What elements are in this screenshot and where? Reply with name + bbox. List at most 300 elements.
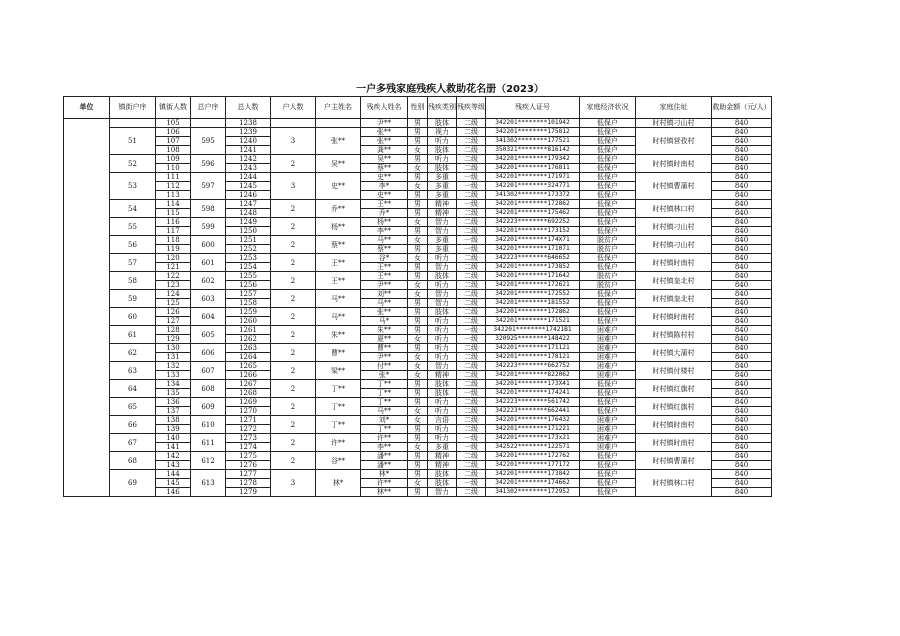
cell-level: 二级 [457,272,486,281]
cell-amount: 840 [712,389,772,398]
cell-name: 丁** [361,425,408,434]
cell-amount: 840 [712,128,772,137]
cell-level: 一级 [457,479,486,488]
cell-name: 许** [361,434,408,443]
cell-street-people: 112 [156,182,191,191]
cell-total-order: 612 [191,452,226,470]
cell-level: 二级 [457,416,486,425]
cell-total-order: 604 [191,308,226,326]
cell-amount: 840 [712,416,772,425]
cell-sex: 男 [408,263,428,272]
cell-street-people: 126 [156,308,191,317]
cell-name: 尹** [361,119,408,128]
header-head: 户主姓名 [316,97,361,119]
cell-level: 二级 [457,119,486,128]
cell-dtype: 多重 [428,173,457,182]
cell-dtype: 肢体 [428,146,457,155]
cell-total-people: 1261 [226,326,271,335]
cell-level: 二级 [457,470,486,479]
cell-level: 二级 [457,155,486,164]
cell-total-people: 1243 [226,164,271,173]
cell-head: 杨** [316,218,361,236]
cell-name: 吴** [361,155,408,164]
cell-household-size: 2 [271,434,316,452]
table-row [64,128,772,137]
cell-address: 时村镇曹蒲村 [636,173,712,200]
cell-head: 马** [316,290,361,308]
cell-status: 困难户 [580,425,636,434]
cell-sex: 男 [408,380,428,389]
cell-street-people: 111 [156,173,191,182]
table-row-partial [64,119,772,128]
cell-household-size: 2 [271,236,316,254]
cell-street-people: 145 [156,479,191,488]
cell-cert: 341302********173372 [486,191,580,200]
cell-cert: 342223********561742 [486,398,580,407]
cell-name: 曹** [361,344,408,353]
cell-status: 低保户 [580,452,636,461]
cell-amount: 840 [712,308,772,317]
cell-cert: 342201********179342 [486,155,580,164]
cell-total-people: 1250 [226,227,271,236]
cell-name: 杨** [361,218,408,227]
cell-name: 王** [361,263,408,272]
cell-level: 二级 [457,218,486,227]
cell-sex: 女 [408,164,428,173]
cell-status: 困难户 [580,326,636,335]
cell-name: 马* [361,317,408,326]
cell-level: 一级 [457,200,486,209]
cell-status: 低保户 [580,317,636,326]
cell-sex: 男 [408,425,428,434]
cell-address: 时村镇时南村 [636,155,712,173]
cell-total-people: 1249 [226,218,271,227]
cell-status: 低保户 [580,128,636,137]
cell-dtype: 肢体 [428,308,457,317]
cell-cert: 320925********148422 [486,335,580,344]
cell-cert: 342201********176811 [486,164,580,173]
cell-dtype: 听力 [428,398,457,407]
header-address: 家庭住址 [636,97,712,119]
cell-total-people: 1239 [226,128,271,137]
cell-total-people: 1248 [226,209,271,218]
cell-level: 二级 [457,299,486,308]
cell-cert: 342201********172621 [486,281,580,290]
header-dtype: 残疾类别 [428,97,457,119]
cell-amount: 840 [712,488,772,497]
cell-level: 二级 [457,344,486,353]
cell-sex: 女 [408,335,428,344]
cell-cert: 342201********176432 [486,416,580,425]
cell-sex: 男 [408,119,428,128]
cell-street-people: 120 [156,254,191,263]
cell-amount: 840 [712,371,772,380]
cell-street-order: 66 [110,416,156,434]
cell-street-people: 110 [156,164,191,173]
cell-street-order: 58 [110,272,156,290]
cell-name: 王** [361,200,408,209]
cell-amount: 840 [712,209,772,218]
cell-street-people: 119 [156,245,191,254]
cell-address: 时村镇刁山村 [636,236,712,254]
cell-name: 史** [361,173,408,182]
cell-amount: 840 [712,344,772,353]
cell-level: 一级 [457,173,486,182]
cell-household-size: 2 [271,344,316,362]
cell-sex: 女 [408,182,428,191]
cell-name: 蔡** [361,245,408,254]
cell-status: 低保户 [580,299,636,308]
cell-address: 时村镇陈村村 [636,326,712,344]
cell-name: 丁** [361,380,408,389]
cell-total-order: 607 [191,362,226,380]
cell-cert: 342201********173852 [486,263,580,272]
cell-address: 时村镇时南村 [636,434,712,452]
cell-sex: 男 [408,191,428,200]
cell-status: 困难户 [580,443,636,452]
cell-name: 李* [361,182,408,191]
table-row [64,236,772,245]
cell-status: 困难户 [580,371,636,380]
cell-sex: 男 [408,272,428,281]
cell-level: 二级 [457,488,486,497]
cell-cert: 341302********177521 [486,137,580,146]
cell-street-people: 114 [156,200,191,209]
cell-sex: 男 [408,245,428,254]
cell-dtype: 视力 [428,128,457,137]
cell-street-people: 137 [156,407,191,416]
cell-sex: 男 [408,488,428,497]
cell-street-order: 69 [110,470,156,497]
cell-sex: 女 [408,236,428,245]
cell-dtype: 精神 [428,209,457,218]
cell-status: 低保户 [580,407,636,416]
cell-total-people: 1238 [226,119,271,128]
cell-name: 朱** [361,326,408,335]
cell-total-people: 1256 [226,281,271,290]
table-row [64,434,772,443]
table-row [64,173,772,182]
cell-amount: 840 [712,173,772,182]
cell-name: 林** [361,488,408,497]
cell-street-order: 52 [110,155,156,173]
cell-head: 马** [316,308,361,326]
cell-street-people: 128 [156,326,191,335]
cell-status: 低保户 [580,227,636,236]
cell-total-people: 1242 [226,155,271,164]
cell-total-people: 1241 [226,146,271,155]
cell-total-order: 606 [191,344,226,362]
cell-address: 时村镇红旗村 [636,380,712,398]
cell-total-people: 1259 [226,308,271,317]
cell-dtype: 智力 [428,290,457,299]
cell-amount: 840 [712,218,772,227]
cell-sex: 男 [408,155,428,164]
cell-sex: 男 [408,173,428,182]
cell-household-size: 3 [271,128,316,155]
cell-sex: 女 [408,353,428,362]
cell-dtype: 肢体 [428,389,457,398]
cell-level: 一级 [457,245,486,254]
cell-dtype: 智力 [428,218,457,227]
cell-dtype: 言语 [428,416,457,425]
cell-status: 脱贫户 [580,236,636,245]
cell-dtype: 多重 [428,443,457,452]
cell-dtype: 多重 [428,191,457,200]
cell-dtype: 多重 [428,245,457,254]
cell-head: 蔡** [316,236,361,254]
cell-name: 夏** [361,335,408,344]
cell-level: 二级 [457,461,486,470]
cell-total-people: 1253 [226,254,271,263]
cell-level: 一级 [457,335,486,344]
table-row [64,218,772,227]
cell-cert: 342201********171071 [486,245,580,254]
cell-street-people: 143 [156,461,191,470]
cell-address: 时村镇林口村 [636,200,712,218]
cell-total-order: 600 [191,236,226,254]
cell-amount: 840 [712,254,772,263]
cell-cert: 342201********181552 [486,299,580,308]
header-street-order: 镇街户序 [110,97,156,119]
cell-household-size: 2 [271,326,316,344]
cell-status: 低保户 [580,488,636,497]
cell-level: 一级 [457,236,486,245]
cell-cert: 342201********174X71 [486,236,580,245]
cell-amount: 840 [712,398,772,407]
cell-status: 困难户 [580,362,636,371]
cell-status: 困难户 [580,434,636,443]
cell-status: 脱贫户 [580,272,636,281]
cell-street-order: 62 [110,344,156,362]
table-row [64,416,772,425]
cell-dtype: 智力 [428,263,457,272]
cell-cert: 342201********172862 [486,308,580,317]
cell-dtype: 精神 [428,461,457,470]
cell-total-people: 1278 [226,479,271,488]
cell-sex: 男 [408,299,428,308]
cell-street-people: 146 [156,488,191,497]
cell-level: 二级 [457,371,486,380]
cell-street-people: 142 [156,452,191,461]
cell-amount: 840 [712,461,772,470]
cell-status: 困难户 [580,416,636,425]
cell-street-people: 141 [156,443,191,452]
cell-status: 低保户 [580,380,636,389]
cell-dtype: 听力 [428,155,457,164]
cell-status: 低保户 [580,218,636,227]
cell-amount: 840 [712,146,772,155]
cell-street-people: 144 [156,470,191,479]
cell-street-order: 63 [110,362,156,380]
cell-dtype: 听力 [428,326,457,335]
cell-street-people: 121 [156,263,191,272]
cell-street-people: 107 [156,137,191,146]
cell-head: 丁** [316,398,361,416]
cell-amount: 840 [712,137,772,146]
cell-dtype: 肢体 [428,119,457,128]
cell-name: 史** [361,191,408,200]
cell-dtype: 精神 [428,452,457,461]
table-row [64,344,772,353]
cell-sex: 女 [408,443,428,452]
cell-total-people: 1271 [226,416,271,425]
cell-street-people: 132 [156,362,191,371]
cell-head: 乔** [316,200,361,218]
cell-address: 时村镇时南村 [636,254,712,272]
cell-street-order [110,119,156,128]
cell-household-size: 2 [271,452,316,470]
cell-status: 低保户 [580,389,636,398]
cell-sex: 男 [408,344,428,353]
cell-amount: 840 [712,245,772,254]
cell-street-people: 133 [156,371,191,380]
cell-address: 时村镇大蒲村 [636,344,712,362]
cell-level: 二级 [457,227,486,236]
cell-street-people: 136 [156,398,191,407]
cell-household-size: 2 [271,272,316,290]
cell-street-people: 115 [156,209,191,218]
cell-street-order: 53 [110,173,156,200]
cell-status: 低保户 [580,155,636,164]
cell-amount: 840 [712,263,772,272]
cell-cert: 342201********172862 [486,200,580,209]
cell-sex: 男 [408,452,428,461]
cell-street-order: 61 [110,326,156,344]
header-status: 家庭经济状况 [580,97,636,119]
cell-status: 低保户 [580,263,636,272]
cell-level: 一级 [457,326,486,335]
cell-street-order: 65 [110,398,156,416]
cell-cert: 342201********175462 [486,209,580,218]
cell-status: 困难户 [580,344,636,353]
cell-address: 时村镇红旗村 [636,398,712,416]
cell-household-size: 2 [271,218,316,236]
cell-cert: 342201********173152 [486,227,580,236]
cell-cert: 341302********172952 [486,488,580,497]
cell-cert: 342223********662441 [486,407,580,416]
cell-street-people: 127 [156,317,191,326]
cell-total-order: 609 [191,398,226,416]
cell-street-people: 129 [156,335,191,344]
cell-street-people: 134 [156,380,191,389]
cell-cert: 342201********171121 [486,344,580,353]
cell-street-order: 56 [110,236,156,254]
cell-street-people: 125 [156,299,191,308]
cell-sex: 女 [408,416,428,425]
cell-name: 张** [361,137,408,146]
cell-sex: 女 [408,479,428,488]
cell-address: 时村镇林口村 [636,470,712,497]
cell-cert: 342201********173842 [486,470,580,479]
cell-street-people: 130 [156,344,191,353]
cell-name: 付** [361,362,408,371]
cell-head: 张** [316,128,361,155]
cell-level: 二级 [457,209,486,218]
cell-dtype: 精神 [428,200,457,209]
cell-street-people: 139 [156,425,191,434]
cell-street-people: 117 [156,227,191,236]
cell-head: 林* [316,470,361,497]
cell-status: 低保户 [580,254,636,263]
cell-sex: 男 [408,317,428,326]
cell-cert: 342201********17421B1 [486,326,580,335]
cell-dtype: 肢体 [428,164,457,173]
cell-total-people: 1255 [226,272,271,281]
cell-street-order: 67 [110,434,156,452]
cell-amount: 840 [712,380,772,389]
cell-amount: 840 [712,227,772,236]
cell-status: 脱贫户 [580,245,636,254]
cell-sex: 男 [408,209,428,218]
cell-household-size: 2 [271,398,316,416]
cell-dtype: 听力 [428,344,457,353]
cell-dtype: 智力 [428,362,457,371]
cell-level: 一级 [457,389,486,398]
cell-household-size: 2 [271,290,316,308]
cell-level: 二级 [457,281,486,290]
cell-household-size: 3 [271,470,316,497]
cell-street-people: 122 [156,272,191,281]
cell-total-people: 1277 [226,470,271,479]
cell-cert: 342201********175812 [486,128,580,137]
cell-name: 龚** [361,146,408,155]
cell-total-people: 1274 [226,443,271,452]
cell-head: 史** [316,173,361,200]
cell-sex: 男 [408,434,428,443]
cell-head: 许** [316,434,361,452]
cell-street-people: 118 [156,236,191,245]
cell-street-people: 108 [156,146,191,155]
cell-total-people: 1276 [226,461,271,470]
roster-table [63,96,772,497]
unit-cell [64,119,110,497]
cell-name: 马** [361,299,408,308]
cell-dtype: 智力 [428,227,457,236]
table-body [64,119,772,497]
cell-amount: 840 [712,434,772,443]
cell-street-order: 64 [110,380,156,398]
header-name: 残疾人姓名 [361,97,408,119]
cell-street-people: 113 [156,191,191,200]
cell-sex: 男 [408,389,428,398]
cell-street-order: 55 [110,218,156,236]
cell-status: 低保户 [580,173,636,182]
cell-street-order: 60 [110,308,156,326]
cell-dtype: 听力 [428,425,457,434]
cell-total-order: 613 [191,470,226,497]
cell-sex: 男 [408,461,428,470]
cell-address: 时村镇刁山村 [636,119,712,128]
table-row [64,272,772,281]
cell-level: 二级 [457,425,486,434]
cell-level: 二级 [457,254,486,263]
cell-status: 低保户 [580,137,636,146]
cell-sex: 女 [408,146,428,155]
cell-total-people: 1269 [226,398,271,407]
cell-name: 李** [361,227,408,236]
cell-dtype: 肢体 [428,380,457,389]
cell-total-people: 1258 [226,299,271,308]
cell-dtype: 肢体 [428,272,457,281]
header-street-people: 镇街人数 [156,97,191,119]
cell-status: 困难户 [580,353,636,362]
cell-amount: 840 [712,200,772,209]
header-sex: 性别 [408,97,428,119]
cell-household-size: 3 [271,173,316,200]
table-row [64,470,772,479]
cell-street-people: 138 [156,416,191,425]
